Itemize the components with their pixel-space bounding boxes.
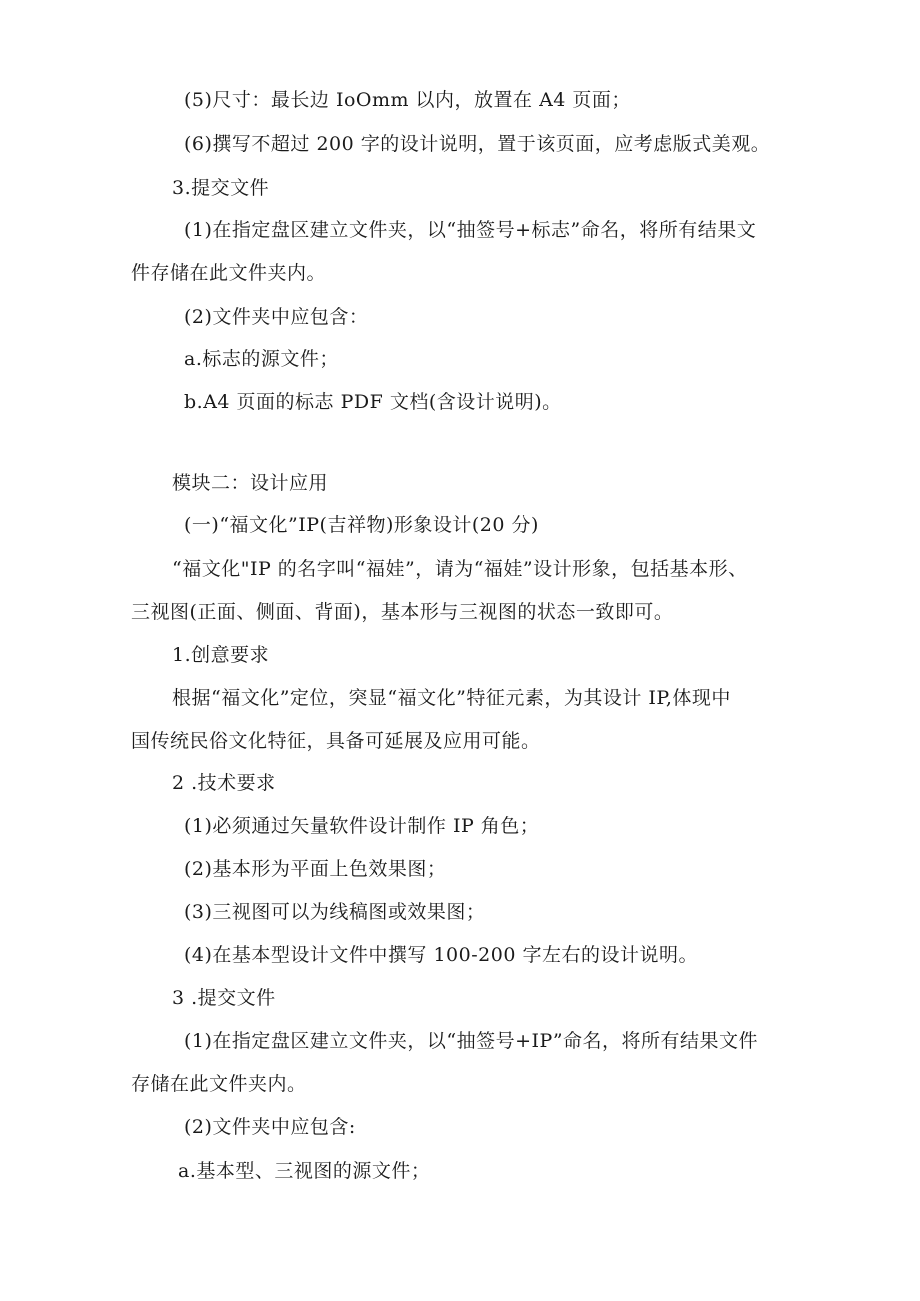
text-line-vector: (1)必须通过矢量软件设计制作 IP 角色； <box>184 815 540 837</box>
section-heading-creative: 1.创意要求 <box>172 644 270 666</box>
subsection-heading-ip-design: (一)“福文化”IP(吉祥物)形象设计(20 分) <box>184 514 539 536</box>
section-heading-submit-files: 3.提交文件 <box>172 177 270 199</box>
text-line-three-views: (3)三视图可以为线稿图或效果图； <box>184 901 486 923</box>
text-line-intro-cont: 三视图(正面、侧面、背面)，基本形与三视图的状态一致即可。 <box>131 601 674 623</box>
list-item-source-files-2: a.基本型、三视图的源文件； <box>178 1160 431 1182</box>
text-line-intro: “福文化"IP 的名字叫“福娃”，请为“福娃”设计形象，包括基本形、 <box>172 558 748 580</box>
text-line-basic-shape: (2)基本形为平面上色效果图； <box>184 858 447 880</box>
text-line-create-folder-2: (1)在指定盘区建立文件夹，以“抽签号+IP”命名，将所有结果文件 <box>184 1030 759 1052</box>
text-line-create-folder-cont: 件存储在此文件夹内。 <box>131 262 327 284</box>
text-line-creative: 根据“福文化”定位，突显“福文化”特征元素，为其设计 IP,体现中 <box>172 687 731 709</box>
section-heading-submit-files-2: 3 .提交文件 <box>172 987 276 1009</box>
text-line-size: (5)尺寸：最长边 IoOmm 以内，放置在 A4 页面； <box>184 89 631 111</box>
text-line-creative-cont: 国传统民俗文化特征，具备可延展及应用可能。 <box>131 730 541 752</box>
text-line-description: (6)撰写不超过 200 字的设计说明，置于该页面，应考虑版式美观。 <box>184 133 771 155</box>
text-line-folder-contents-2: (2)文件夹中应包含: <box>184 1116 356 1138</box>
text-line-folder-contents: (2)文件夹中应包含： <box>184 306 369 328</box>
section-heading-technical: 2 .技术要求 <box>172 772 276 794</box>
list-item-source-file: a.标志的源文件； <box>184 348 339 370</box>
text-line-design-note: (4)在基本型设计文件中撰写 100-200 字左右的设计说明。 <box>184 944 698 966</box>
text-line-create-folder: (1)在指定盘区建立文件夹，以“抽签号+标志”命名，将所有结果文 <box>184 219 757 241</box>
text-line-create-folder-2-cont: 存储在此文件夹内。 <box>131 1073 307 1095</box>
list-item-pdf: b.A4 页面的标志 PDF 文档(含设计说明)。 <box>184 391 562 413</box>
module-heading: 模块二：设计应用 <box>172 472 329 494</box>
